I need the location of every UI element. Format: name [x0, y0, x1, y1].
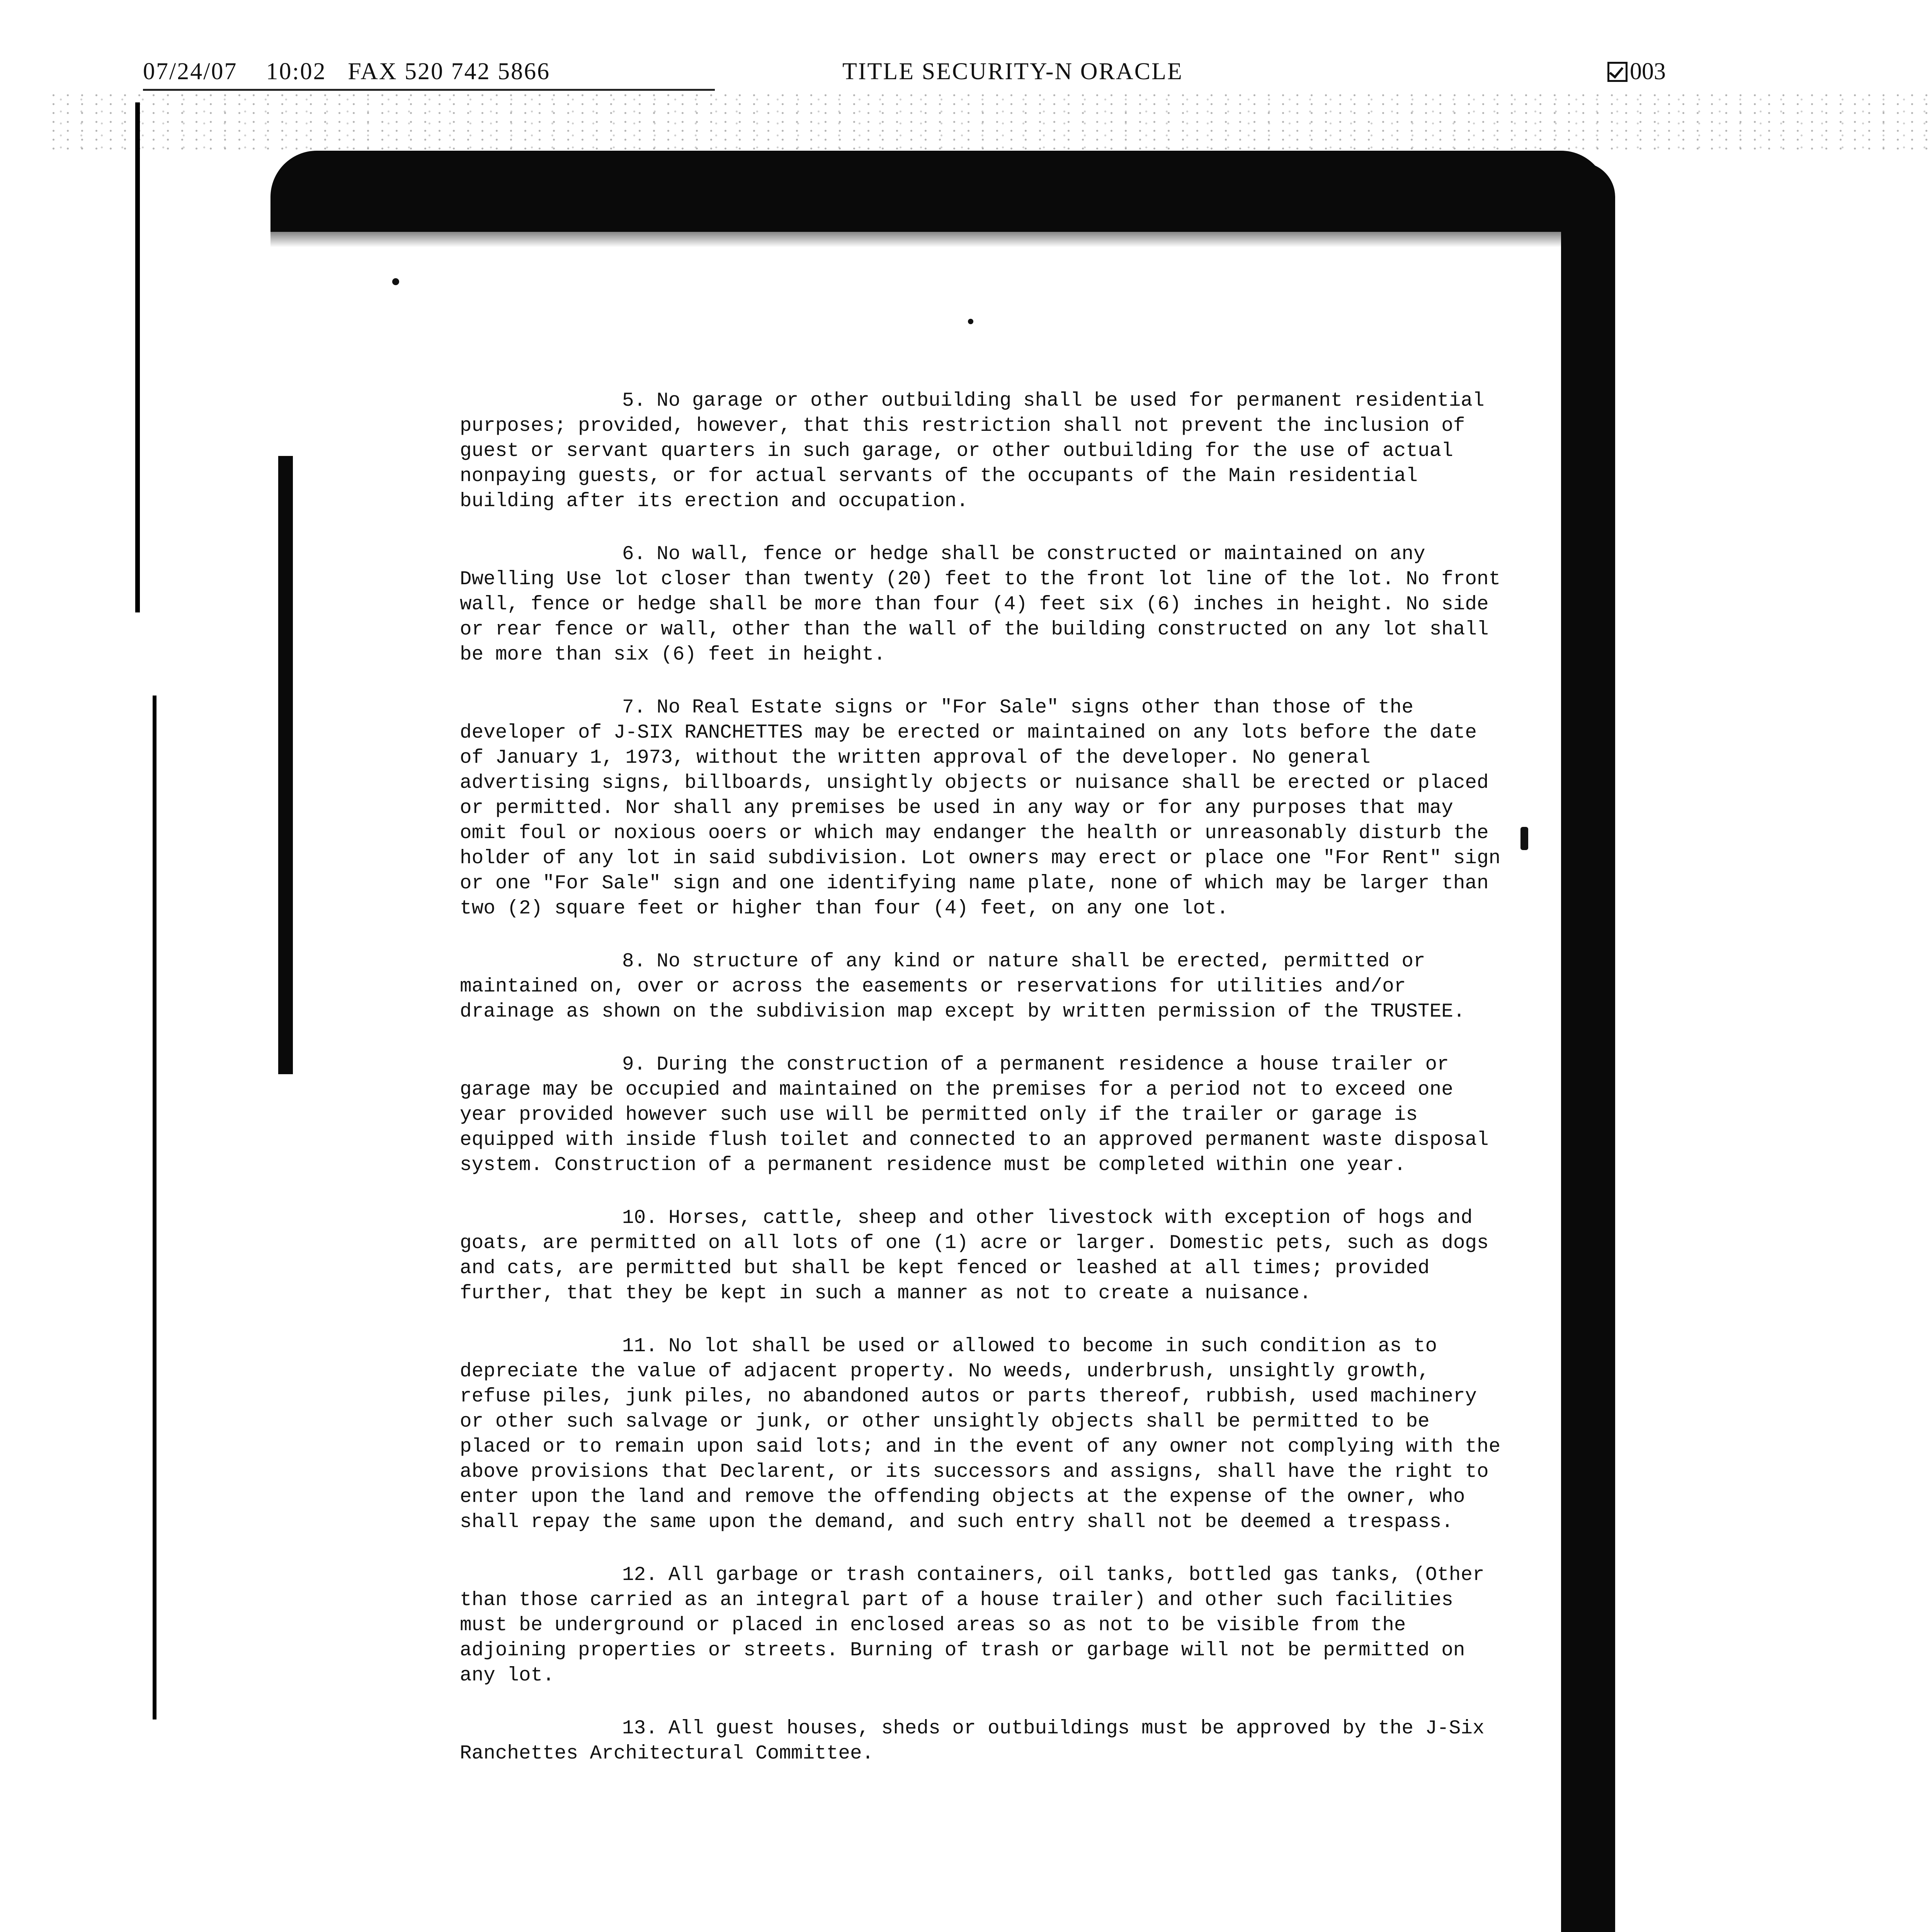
fax-page-code-value: 003 [1630, 58, 1666, 85]
stray-dot [392, 278, 399, 285]
paragraph-number: 6. [622, 543, 646, 565]
paragraph-number: 10. [622, 1207, 658, 1229]
fax-time: 10:02 [266, 58, 327, 85]
scan-speckle-band [46, 91, 1932, 153]
paragraph-number: 9. [622, 1054, 646, 1076]
covenant-document-body [460, 388, 1511, 1794]
fax-header [0, 58, 1932, 89]
stray-dot [968, 319, 973, 324]
covenant-paragraph [460, 1334, 1511, 1535]
covenant-paragraph [460, 949, 1511, 1024]
paragraph-number: 7. [622, 697, 646, 719]
paragraph-text: No Real Estate signs or "For Sale" signs other than those of the developer of J-SIX RANCHETTES may be erected or maintained on any lots before the date of January 1, 1973, without the written approval of the developer. No general advertising signs, billboards, unsightly objects or nuisance shall be erected or placed or permitted. Nor shall any premises be used in any way or for any purposes that may omit foul or noxious ooers or which may endanger the health or unreasonably disturb the holder of any lot in said subdivision. Lot owners may erect or place one "For Rent" sign or one "For Sale" sign and one identifying name plate, none of which may be larger than two (2) square feet or higher than four (4) feet, on any one lot. [460, 697, 1501, 920]
paragraph-number: 11. [622, 1335, 658, 1357]
stray-mark-margin [1520, 827, 1528, 850]
covenant-paragraph [460, 1206, 1511, 1306]
fax-sender-company: TITLE SECURITY-N ORACLE [842, 58, 1183, 85]
fax-header-left [143, 58, 550, 85]
paragraph-number: 12. [622, 1564, 658, 1586]
covenant-paragraph [460, 1052, 1511, 1178]
paragraph-number: 8. [622, 951, 646, 973]
binding-mark-left-top [135, 102, 140, 612]
fax-number: FAX 520 742 5866 [348, 58, 551, 85]
checkbox-icon [1607, 62, 1628, 82]
paragraph-text: During the construction of a permanent residence a house trailer or garage may be occupied and maintained on the premises for a period not to exceed one year provided however such use will be permitted only if the trailer or garage is equipped with inside flush toilet and connected to an approved permanent waste disposal system. Construction of a permanent residence must be completed within one year. [460, 1054, 1489, 1176]
binding-mark-left-middle [153, 696, 156, 1719]
scan-border-left [278, 456, 293, 1074]
covenant-paragraph [460, 695, 1511, 921]
fax-date: 07/24/07 [143, 58, 238, 85]
paragraph-text: All guest houses, sheds or outbuildings must be approved by the J-Six Ranchettes Architectural Committee. [460, 1718, 1485, 1765]
covenant-paragraph [460, 1716, 1511, 1766]
covenant-paragraph [460, 1563, 1511, 1688]
paragraph-number: 13. [622, 1718, 658, 1740]
paragraph-text: No garage or other outbuilding shall be used for permanent residential purposes; provided, however, that this restriction shall not prevent the inclusion of guest or servant quarters in such garage, or other outbuilding for the use of actual nonpaying guests, or for actual servants of the occupants of the Main residential building after its erection and occupation. [460, 390, 1485, 512]
paragraph-text: Horses, cattle, sheep and other livestock with exception of hogs and goats, are permitted on all lots of one (1) acre or larger. Domestic pets, such as dogs and cats, are permitted but shall be kept fenced or leashed at all times; provided further, that they be kept in such a manner as not to create a nuisance. [460, 1207, 1489, 1304]
paragraph-text: No lot shall be used or allowed to become in such condition as to depreciate the value of adjacent property. No weeds, underbrush, unsightly growth, refuse piles, junk piles, no abandoned autos or parts thereof, rubbish, used machinery or other such salvage or junk, or other unsightly objects shall be permitted to be placed or to remain upon said lots; and in the event of any owner not complying with the above provisions that Declarent, or its successors and assigns, shall have the right to enter upon the land and remove the offending objects at the expense of the owner, who shall repay the same upon the demand, and such entry shall not be deemed a trespass. [460, 1335, 1501, 1533]
paragraph-text: All garbage or trash containers, oil tanks, bottled gas tanks, (Other than those carried as an integral part of a house trailer) and other such facilities must be underground or placed in enclosed areas so as not to be visible from the adjoining properties or streets. Burning of trash or garbage will not be permitted on any lot. [460, 1564, 1485, 1687]
covenant-paragraph [460, 542, 1511, 667]
paragraph-number: 5. [622, 390, 646, 412]
fax-page-code [1607, 58, 1666, 85]
covenant-paragraph [460, 388, 1511, 514]
paragraph-text: No structure of any kind or nature shall be erected, permitted or maintained on, over or across the easements or reservations for utilities and/or drainage as shown on the subdivision map except by written permission of the TRUSTEE. [460, 951, 1465, 1023]
scan-border-top-fade [270, 216, 1607, 247]
scan-border-right [1561, 162, 1615, 1932]
paragraph-text: No wall, fence or hedge shall be constructed or maintained on any Dwelling Use lot closer than twenty (20) feet to the front lot line of the lot. No front wall, fence or hedge shall be more than four (4) feet six (6) inches in height. No side or rear fence or wall, other than the wall of the building constructed on any lot shall be more than six (6) feet in height. [460, 543, 1501, 666]
